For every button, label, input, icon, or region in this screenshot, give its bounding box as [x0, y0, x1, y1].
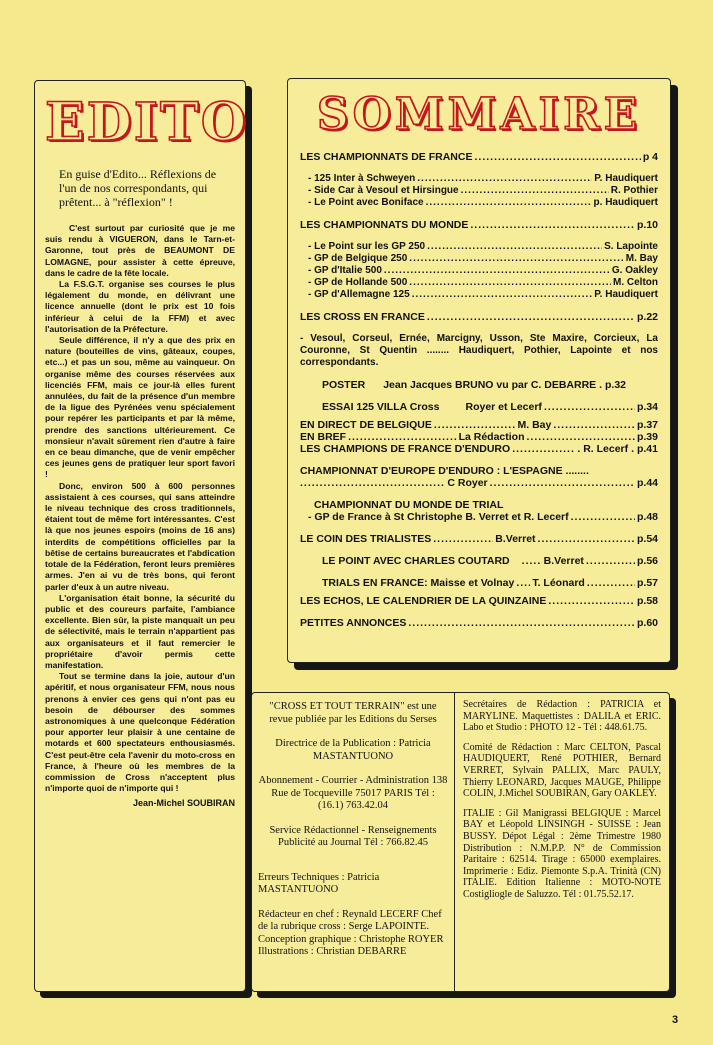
toc-page: p.39 [636, 431, 658, 443]
toc-label: EN BREF [300, 431, 347, 443]
edito-paragraph: La F.S.G.T. organise ses courses le plus légalement du monde, en délivrant une licence annuelle (dont le prix est 10 fois inférieur à celui de la FFM) et avec l'autorisation de la Préfecture. [45, 279, 235, 334]
toc-author: Royer et Lecerf [465, 401, 542, 413]
toc-label: LES CROSS EN FRANCE [300, 311, 425, 323]
toc-author: B.Verret [543, 555, 584, 567]
toc-label: - GP d'Italie 500 [308, 265, 382, 276]
editorial-service-info: Service Rédactionnel - Renseignements Publicité au Journal Tél : 766.82.45 [269, 824, 437, 848]
edito-body [45, 223, 235, 810]
toc-subentry [300, 289, 658, 301]
edito-title: EDITO [45, 92, 249, 153]
toc-author: B.Verret [495, 533, 536, 545]
toc-subentry [300, 241, 658, 253]
toc-label: - GP d'Allemagne 125 [308, 289, 410, 300]
toc-entry [300, 401, 658, 413]
toc-label: - Le Point sur les GP 250 [308, 241, 426, 252]
toc-entry-title: CHAMPIONNAT DU MONDE DE TRIAL [314, 499, 504, 511]
table-of-contents [300, 151, 658, 629]
toc-author: P. Haudiquert [594, 289, 658, 300]
toc-label: EN DIRECT DE BELGIQUE [300, 419, 432, 431]
toc-author: T. Léonard [532, 577, 585, 589]
toc-subentry [300, 197, 658, 209]
editor-info: Rédacteur en chef : Reynald LECERF Chef de la rubrique cross : Serge LAPOINTE. Conception graphique : Christophe ROYER Illustrations : Christian DEBARRE [258, 908, 444, 957]
toc-entry [300, 419, 658, 431]
toc-label: ESSAI 125 VILLA Cross [322, 401, 440, 413]
toc-entry [300, 431, 658, 443]
toc-page: p.10 [636, 219, 658, 231]
toc-label: LES CHAMPIONS DE FRANCE D'ENDURO [300, 443, 511, 455]
credits-column-right [455, 693, 669, 991]
toc-entry [300, 595, 658, 607]
toc-label: - Side Car à Vesoul et Hirsingue [308, 185, 459, 196]
toc-label: LES CHAMPIONNATS DU MONDE [300, 219, 469, 231]
toc-label: - 125 Inter à Schweyen [308, 173, 416, 184]
toc-entry [300, 533, 658, 545]
toc-author: G. Oakley [611, 265, 658, 276]
toc-page: p.56 [636, 555, 658, 567]
director-info: Directrice de la Publication : Patricia MASTANTUONO [275, 738, 431, 762]
toc-paragraph: - Vesoul, Corseul, Ernée, Marcigny, Usson, Ste Maxire, Corcieux, La Couronne, St Quentin ........ Haudiquert, Pothier, Lapointe et nos correspondants. [300, 333, 658, 368]
toc-author: C Royer [447, 477, 488, 489]
toc-entry [300, 617, 658, 629]
toc-subentry [300, 185, 658, 197]
toc-entry [300, 577, 658, 589]
toc-author: Jean Jacques BRUNO vu par C. DEBARRE [383, 379, 597, 391]
toc-page: p.22 [636, 311, 658, 323]
toc-page: p.54 [636, 533, 658, 545]
credits-box [251, 692, 670, 992]
edito-intro: En guise d'Edito... Réflexions de l'un de nos correspondants, qui prêtent... à "réflexion" ! [59, 167, 217, 209]
toc-entry [300, 477, 658, 489]
toc-entry [300, 511, 658, 523]
toc-label: PETITES ANNONCES [300, 617, 407, 629]
toc-page: p 4 [642, 151, 658, 163]
toc-entry-title: CHAMPIONNAT D'EUROPE D'ENDURO : L'ESPAGNE ........ [300, 465, 589, 477]
edito-paragraph: L'organisation était bonne, la sécurité du public et des coureurs parfaite, l'ambiance excellente. Bien sûr, la piste manquait un peu de sélectivité, mais le terrain n'appartient pas aux organisateurs et il faut remercier le propriétaire d'avoir permis cette manifestation. [45, 592, 235, 670]
toc-page: p.57 [636, 577, 658, 589]
correspondents-info: ITALIE : Gil Manigrassi BELGIQUE : Marcel BAY et Léopold LINSINGH - SUISSE : Jean BUSSY. Dépot Légal : 2ème Trimestre 1980 Distribution : N.M.P.P. N° de Commission Paritaire : 62514. Tirage : 65000 exemplaires. Imprimerie : Ediz. Piemonte S.p.A. Trinità (CN) ITALIE. Edition Italienne : MOTO-NOTE Costigliogle de Saluzzo. Tél : 01.75.52.17. [463, 807, 661, 900]
toc-author: P. Haudiquert [594, 173, 658, 184]
toc-author: p. Haudiquert [593, 197, 658, 208]
toc-author: . R. Lecerf [577, 443, 629, 455]
toc-label: - Le Point avec Boniface [308, 197, 424, 208]
toc-label: LE COIN DES TRIALISTES [300, 533, 432, 545]
toc-label: LES ECHOS, LE CALENDRIER DE LA QUINZAINE [300, 595, 547, 607]
page-number: 3 [672, 1014, 679, 1026]
toc-page: p.58 [636, 595, 658, 607]
toc-label: LES CHAMPIONNATS DE FRANCE [300, 151, 473, 163]
edito-paragraph: Seule différence, il n'y a que des prix en nature (bouteilles de vins, gâteaux, coupes, etc...) et pas un sou, même au vainqueur. On organise même des courses réservées aux licenciés FFM, mais ce jour-là elles furent annulées, du fait de la présence d'un membre de la ligue des Pyrénées venu spécialement pour repérer les participants et par là même, prendre des sanctions ultérieurement. Ce monsieur n'avait sûrement rien d'autre à faire en ce beau dimanche, que de venir empêcher ces jeunes gens de pratiquer leur sport favori ! [45, 335, 235, 480]
toc-author: M. Celton [613, 277, 658, 288]
toc-page: . p.32 [599, 379, 627, 391]
credits-column-left [252, 693, 455, 991]
toc-subentry [300, 277, 658, 289]
edito-signature: Jean-Michel SOUBIRAN [132, 798, 235, 809]
committee-info: Comité de Rédaction : Marc CELTON, Pascal HAUDIQUERT, René POTHIER, Bernard VERRET, Sylvain PALLIX, Marc PAULY, Thierry LEONARD, Jacques MAUGE, Philippe COLIN, J.Michel SOUBIRAN, Gary OAKLEY. [463, 741, 661, 800]
edito-paragraph: Tout se termine dans la joie, autour d'un apéritif, et nous organisateur FFM, nous nous prenons à envier ces gens qui n'ont pas eu besoin de débourser des sommes astronomiques à une quelconque Fédération pour apporter leur plaisir à une centaine de motards et 600 spectateurs enthousiasmés. C'est peut-être cela l'avenir du moto-cross en France, à l'heure où les membres de la commission de Cross n'acceptent plus n'importe quoi de n'importe qui ! [45, 671, 235, 794]
toc-label: - GP de France à St Christophe B. Verret et R. Lecerf [308, 511, 569, 523]
toc-entry [300, 379, 658, 391]
toc-page: p.44 [636, 477, 658, 489]
technical-errors-info: Erreurs Techniques : Patricia MASTANTUONO [258, 871, 380, 895]
toc-entry [300, 443, 658, 455]
toc-page: p.34 [636, 401, 658, 413]
toc-entry [300, 219, 658, 231]
toc-label: TRIALS EN FRANCE: Maisse et Volnay [322, 577, 515, 589]
toc-page: p.37 [636, 419, 658, 431]
secretaries-info: Secrétaires de Rédaction : PATRICIA et MARYLINE. Maquettistes : DALILA et ERIC. Labo et Studio : PHOTO 12 - Tél : 448.61.75. [463, 699, 661, 734]
edito-paragraph: Donc, environ 500 à 600 personnes assistaient à ces courses, qui sans atteindre le niveau technique des cross traditionnels, étaient tout de même fort intéressantes. C'est là que nos jeunes espoirs (moins de 16 ans) interdits de compétitions officielles par la bêtise de certains bureaucrates et l'abdication totale de la Fédération, feront leurs premières armes. J'en ai vu de très bons, qui feront parler d'eux à un autre niveau. [45, 480, 235, 592]
toc-author: M. Bay [625, 253, 658, 264]
toc-label: LE POINT AVEC CHARLES COUTARD [322, 555, 510, 567]
toc-subentry [300, 253, 658, 265]
publisher-info: "CROSS ET TOUT TERRAIN" est une revue publiée par les Editions du Serses [269, 701, 437, 725]
toc-label: - GP de Hollande 500 [308, 277, 408, 288]
toc-label: - GP de Belgique 250 [308, 253, 408, 264]
edito-box [34, 80, 249, 992]
toc-subentry [300, 265, 658, 277]
toc-author: S. Lapointe [604, 241, 658, 252]
sommaire-title: SOMMAIRE [316, 89, 642, 140]
edito-paragraph: C'est surtout par curiosité que je me suis rendu à VIGUERON, dans le Tarn-et-Garonne, tout près de BEAUMONT DE LOMAGNE, pour assister à cette épreuve, dans le cadre de la fête locale. [45, 223, 235, 278]
toc-entry [300, 311, 658, 323]
toc-author: M. Bay [517, 419, 552, 431]
toc-page: p.48 [636, 511, 658, 523]
toc-author: R. Pothier [610, 185, 658, 196]
sommaire-box [287, 78, 671, 663]
toc-entry [300, 151, 658, 163]
subscription-info: Abonnement - Courrier - Administration 138 Rue de Tocqueville 75017 PARIS Tél : (16.1) 763.42.04 [258, 775, 448, 811]
toc-entry [300, 555, 658, 567]
toc-page: . p.41 [631, 443, 658, 455]
toc-subentry [300, 173, 658, 185]
toc-author: La Rédaction [458, 431, 525, 443]
toc-page: p.60 [636, 617, 658, 629]
toc-label: POSTER [322, 379, 366, 391]
